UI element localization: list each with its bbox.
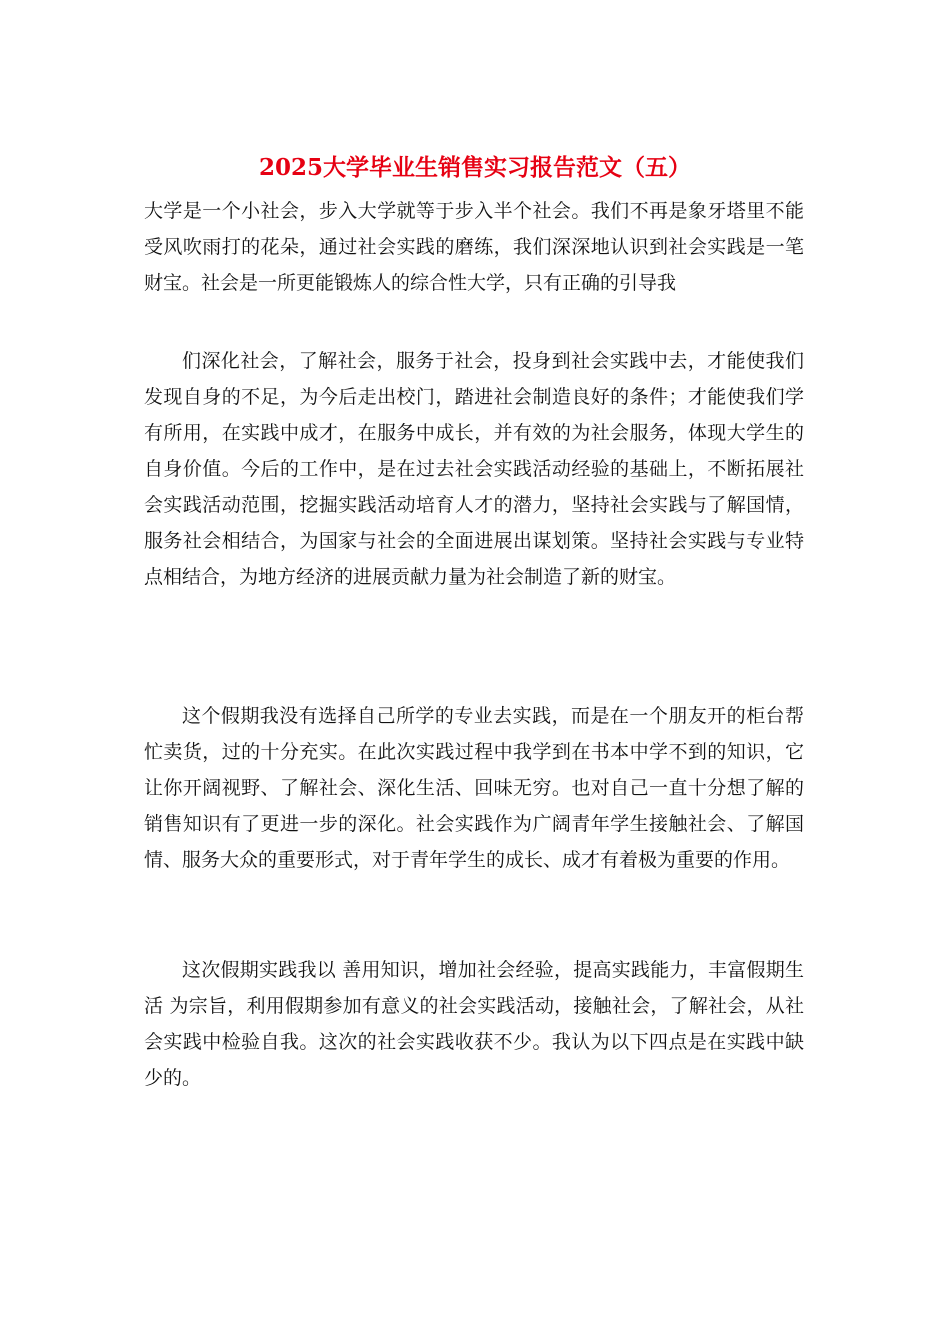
paragraph-social-practice-value: 们深化社会，了解社会，服务于社会，投身到社会实践中去，才能使我们发现自身的不足，为今后走出校门，踏进社会制造良好的条件；才能使我们学有所用，在实践中成才，在服务中成长，并有效的为社会服务，体现大学生的自身价值。今后的工作中，是在过去社会实践活动经验的基础上，不断拓展社会实践活动范围，挖掘实践活动培育人才的潜力，坚持社会实践与了解国情，服务社会相结合，为国家与社会的全面进展出谋划策。坚持社会实践与专业特点相结合，为地方经济的进展贡献力量为社会制造了新的财宝。 <box>144 350 804 588</box>
paragraph-practice-purpose: 这次假期实践我以 善用知识，增加社会经验，提高实践能力，丰富假期生活 为宗旨，利用假期参加有意义的社会实践活动，接触社会，了解社会，从社会实践中检验自我。这次的社会实践收获不少。我认为以下四点是在实践中缺少的。 <box>144 959 804 1089</box>
paragraph-holiday-sales-work: 这个假期我没有选择自己所学的专业去实践，而是在一个朋友开的柜台帮忙卖货，过的十分充实。在此次实践过程中我学到在书本中学不到的知识，它让你开阔视野、了解社会、深化生活、回味无穷。也对自己一直十分想了解的销售知识有了更进一步的深化。社会实践作为广阔青年学生接触社会、了解国情、服务大众的重要形式，对于青年学生的成长、成才有着极为重要的作用。 <box>144 705 804 871</box>
document-title: 2025大学毕业生销售实习报告范文（五） <box>258 154 691 181</box>
paragraph-intro: 大学是一个小社会，步入大学就等于步入半个社会。我们不再是象牙塔里不能受风吹雨打的花朵，通过社会实践的磨练，我们深深地认识到社会实践是一笔财宝。社会是一所更能锻炼人的综合性大学，只有正确的引导我 <box>144 200 804 294</box>
